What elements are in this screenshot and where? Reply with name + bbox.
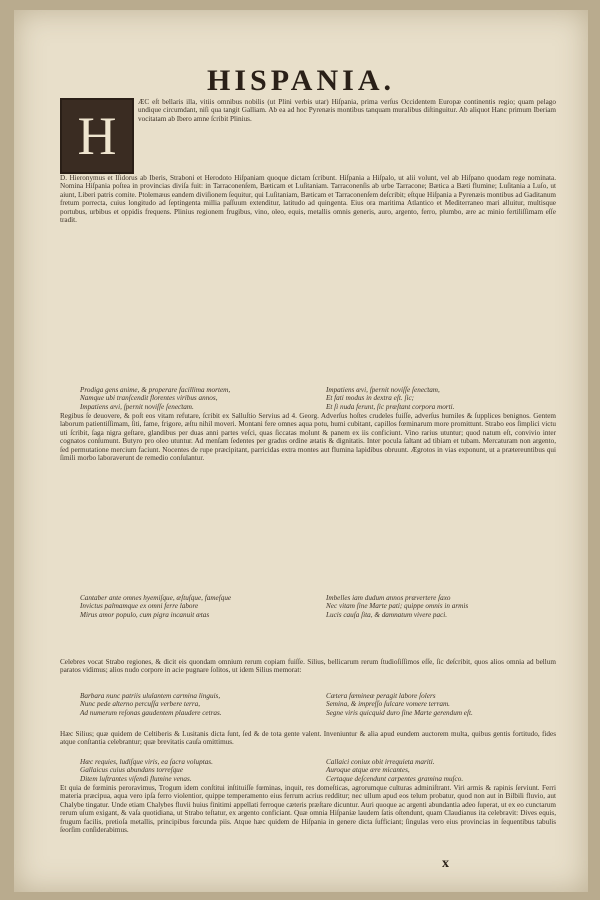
verse-block <box>326 758 546 783</box>
verse-line: Nunc pede alterno percuſſa verbere terra, <box>80 700 201 709</box>
verse-block <box>326 386 546 411</box>
verse-line: Nec vitam ſine Marte pati; quippe omnis in armis <box>326 602 469 611</box>
verse-line: Ditem luſtrantes viſendi flumine venas. <box>80 774 192 783</box>
document-page <box>14 10 588 892</box>
verse-line: Impatiens ævi, ſpernit noviſſe ſeneƈtam. <box>80 402 194 411</box>
verse-line: Et ſi nuda ferunt, ſic præſtant corpora morti. <box>326 402 455 411</box>
verse-block <box>80 386 300 411</box>
verse-line: Impatiens ævi, ſpernit noviſſe ſeneƈtam, <box>326 386 440 394</box>
verse-line: Prodiga gens anime, & properare facillima mortem, <box>80 386 231 394</box>
verse-line: Auroque atque ære micantes, <box>326 766 410 775</box>
verse-line: Callaici coniux obit irrequieta mariti. <box>326 758 435 766</box>
paragraph-customs: Regibus ſe deuovere, & poſt eos vitam refutare, ſcribit ex Salluſtio Servius ad 4. Georg. Adverſus hoſtes crudeles fuiſſe, adverſus humiles & ſupplices benignos. Gentem laborum patientiſſimam, ſiti, fame, frigore, æſtu nihil moveri. Montani fere omnes aqua potu, humi cubitant, capillos fœminarum more promittunt. Strabo eos ſimplici victu uti ſcribit, ſaga nigra geſtare, glandibus per duas anni partes veſci, quas ſiccatas molunt & panem ex iis conficiunt. Vino rarius utuntur; quod natum eſt, convivio inter cognatos conſumunt. Butyro pro oleo utuntur. Ad menſam ſedentes per gradus ordine ætatis & dignitatis. Inter pocula ſaltant ad tibiam et tubam. Mercaturam non argento, ſed permutatione mercium faciunt. Nocentes de rupe præcipitant, parricidas extra montes aut flumina lapidibus obruunt. Ægrotos in vias exponunt, ut a prætereuntibus qui ſimili morbo laboraverunt de remedio conſulantur. <box>60 412 556 463</box>
verse-block <box>326 594 546 619</box>
paragraph-women: Et quia de fœminis peroravimus, Trogum idem conſtitui inſtituiſſe fœminas, inquit, res domeſticas, agrorumque culturas adminiſtrant. Viri armis & rapinis ſerviunt. Ferri materia præcipua, aqua vero ipſa ferro violentior, quippe temperamento eius ferrum acrius redditur; nec ullum apud eos telum probatur, quod non aut in Bilbili fluvio, aut Chalybe tingatur. Unde etiam Chalybes fluvii huius finitimi appellati ferroque cæteris præſtare dicuntur. Auri quoque ac argenti abundantia adeo ſuperat, ut ex eo cunctarum rerum uſum exigant, & vaſa quotidiana, ut Strabo teſtatur, ex argento conficiant. Quæ omnia Hiſpaniæ laudem ſatis oſtendunt, quam Claudianus ita celebravit: Dives equis, frugum facilis, pretioſa metallis, principibus fœcunda piis. Atque hæc quidem de Hiſpania in genere dicta ſufficiant; ſingulas vero eius provincias in ſequentibus tabulis ſeorſim conſiderabimus. <box>60 784 556 835</box>
verse-line: Mirus amor populo, cum pigra incanuit ætas <box>80 610 210 619</box>
decorated-initial-letter: H <box>60 98 134 174</box>
verse-block <box>326 692 546 717</box>
paragraph-description: D. Hieronymus et Iſidorus ab Iberis, Straboni et Herodoto Hiſpaniam quoque dictam ſcribunt. Hiſpania a Hiſpalo, ut alii volunt, vel ab Hiſpano quodam rege nominata. Nomina Hiſpania poſtea in provincias diviſa fuit: in Tarraconenſem, Bæticam et Luſitaniam. Tarraconenſis ab urbe Tarracone; Bætica a Bæti flumine; Luſitania a Luſo, ut aiunt, Liberi patris comite. Ptolemæus eandem diviſionem ſequitur, qui Luſitaniam, Bæticam et Tarraconenſem deſcribit; eſtque Hiſpania a Pyrenæis montibus ad Gaditanum fretum porrecta, cuius longitudo ad ſeptingenta millia paſſuum extenditur, latitudo ad quingenta. Eius ora maritima Atlantico et Mediterraneo mari alluitur, multisque portubus, urbibus et oppidis frequens. Plinius regionem frugibus, vino, oleo, equis, metallis omnis generis, auro, argento, ferro, plumbo, ære ac minio fertiliſſimam eſſe tradit. <box>60 174 556 225</box>
verse-line: Certaque deſcendunt carpentes gramina muſco. <box>326 774 464 783</box>
paragraph-intro: ÆC eſt bellaris illa, vitiis omnibus nobilis (ut Plini verbis utar) Hiſpania, prima verſus Occidentem Europæ continentis regio; quam pelago undique circumdant, niſi qua tangit Galliam. Ab ea ad hoc Pyrenæis montibus tanquam muralibus diſtinguitur. Ab aliquot Hanc primum Iberiam vocitatam ab Ibero amne ſcribit Plinius. <box>138 98 556 123</box>
verse-block <box>80 692 300 717</box>
verse-line: Namque ubi tranſcendit florentes viribus annos, <box>80 394 218 403</box>
paragraph-silius: Hæc Silius; quæ quidem de Celtiberis & Lusitanis dicta ſunt, ſed & de tota gente valent. Inveniuntur & alia apud eundem auctorem multa, quibus gentis fortitudo, fides atque conſtantia celebrantur; quæ brevitatis cauſa omittimus. <box>60 730 556 747</box>
page-title: HISPANIA. <box>207 64 395 98</box>
page-signature-mark: x <box>442 856 449 871</box>
verse-line: Ad numerum reſonas gaudentem plaudere cetras. <box>80 708 222 717</box>
verse-line: Barbara nunc patriis ululantem carmina linguis, <box>80 692 221 700</box>
verse-line: Segne viris quicquid duro ſine Marte gerendum eſt. <box>326 708 473 717</box>
verse-line: Cantaber ante omnes hyemiſque, æſtuſque, fameſque <box>80 594 232 602</box>
verse-line: Lucis cauſa ſita, & damnatum vivere paci. <box>326 610 448 619</box>
verse-line: Cætera fæmineæ peragit labore ſolers <box>326 692 436 700</box>
verse-line: Et fati modus in dextra eſt. ſic; <box>326 394 415 403</box>
verse-line: Imbelles iam dudum annos prævertere ſaxo <box>326 594 451 602</box>
verse-line: Semina, & impreſſo ſulcare vomere terram. <box>326 700 450 709</box>
verse-line: Gallaicus cuius abundans torreſque <box>80 766 183 775</box>
paragraph-regions: Celebres vocat Strabo regiones, & dicit eis quondam omnium rerum copiam fuiſſe. Silius, bellicarum rerum ſtudioſiſſimos eſſe, ſic deſcribit, quos alios omnia ad bellum paratos vidimus; alios nudo corpore in acie pugnare ſolitos, ut idem Silius memorat: <box>60 658 556 675</box>
verse-block <box>80 758 300 783</box>
verse-block <box>80 594 300 619</box>
verse-line: Invictus palmamque ex omni ferre labore <box>80 602 199 611</box>
verse-line: Hæc requies, ludiſque viris, ea ſacra voluptas. <box>80 758 213 766</box>
